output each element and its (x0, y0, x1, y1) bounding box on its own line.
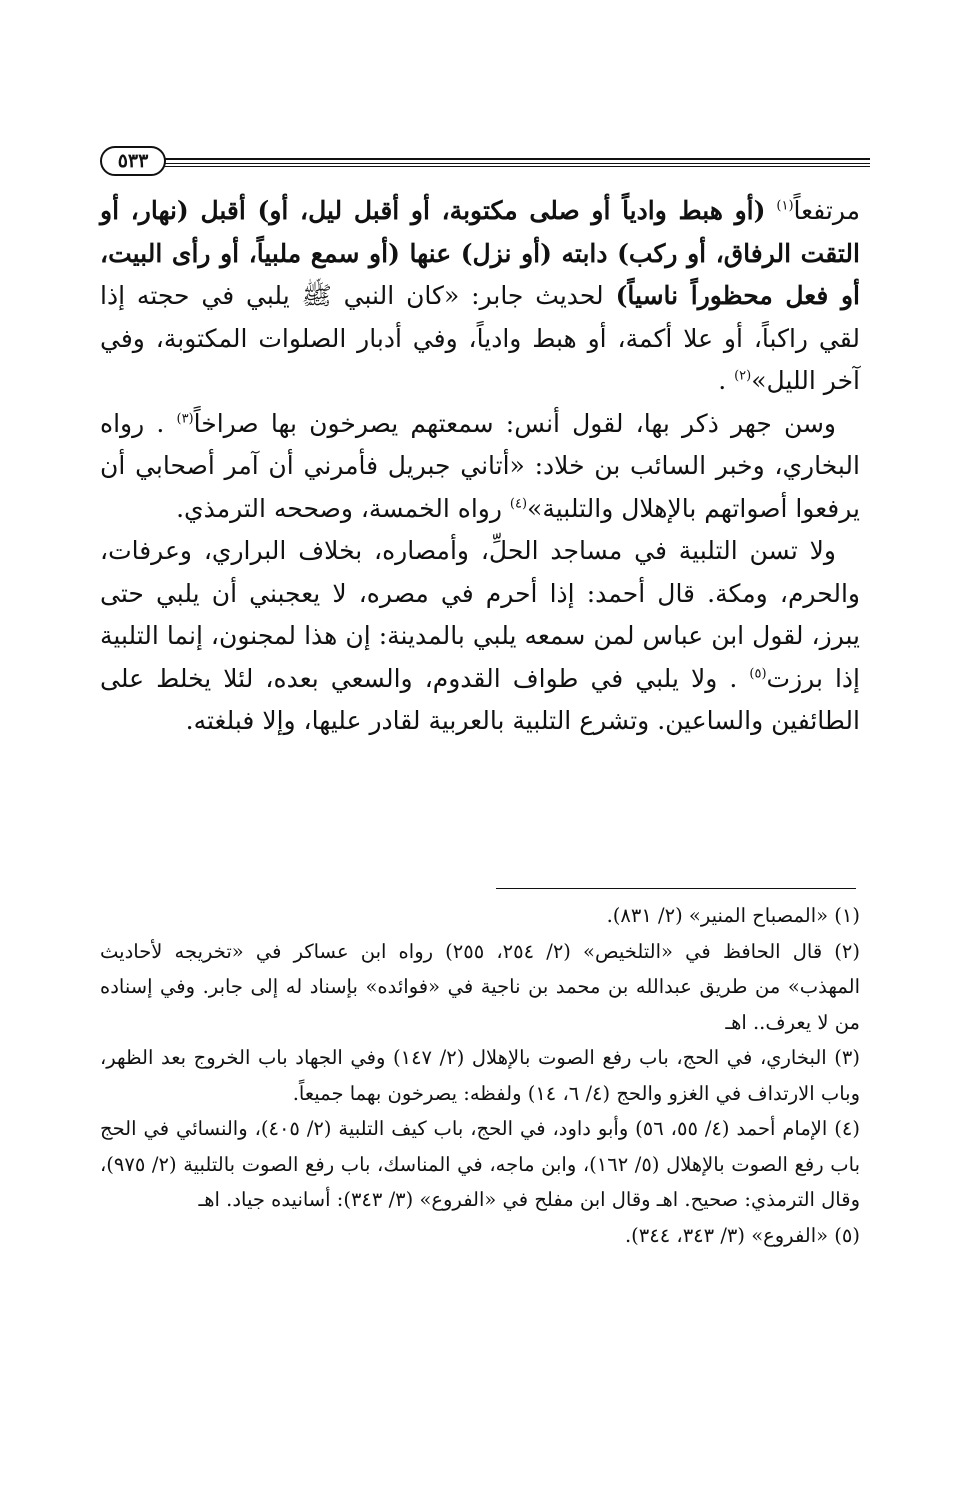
footnote-3: (٣) البخاري، في الحج، باب رفع الصوت بالإهلال (٢/ ١٤٧) وفي الجهاد باب الخروج بعد الظهر، وباب الارتداف في الغزو والحج (٤/ ٦، ١٤) ولفظه: يصرخون بهما جميعاً. (100, 1046, 860, 1105)
p1-text-2 (765, 196, 776, 225)
footnote-5: (٥) «الفروع» (٣/ ٣٤٣، ٣٤٤). (624, 1223, 860, 1247)
header-thin-rule (165, 166, 870, 167)
page-number: ٥٣٣ (100, 146, 166, 176)
p3-text-1: ولا تسن التلبية في مساجد الحلِّ، وأمصاره، بخلاف البراري، وعرفات، والحرم، ومكة. قال أحمد: إذا أحرم في مصره، لا يعجبني أن يلبي حتى يبرز، لقول ابن عباس لمن سمعه يلبي بالمدينة: إن هذا لمجنون، إنما التلبية إذا برزت (100, 536, 860, 693)
footnote-ref-3: (٣) (176, 411, 194, 427)
p1-text-1: مرتفعاً (793, 196, 860, 225)
p2-text-2: . رواه البخاري، وخبر السائب بن خلاد: «أتاني جبريل فأمرني أن آمر أصحابي أن يرفعوا أصواتهم بالإهلال والتلبية» (100, 408, 860, 523)
p3-text-2: . ولا يلبي في طواف القدوم، والسعي بعده، لئلا يخلط على الطائفين والساعين. وتشرع التلبية بالعربية لقادر عليها، وإلا فبلغته. (100, 663, 860, 735)
p1-text-3: لحديث جابر: «كان النبي ﷺ يلبي في حجته إذا لقي راكباً، أو علا أكمة، أو هبط وادياً، وفي أدبار الصلوات المكتوبة، وفي آخر الليل» (100, 281, 860, 395)
footnote-1: (١) «المصباح المنير» (٢/ ٨٣١). (606, 904, 860, 927)
p2-text-3: رواه الخمسة، وصححه الترمذي. (176, 493, 510, 523)
page-header (100, 146, 870, 180)
p1-matn-bold: (أو هبط وادياً أو صلى مكتوبة، أو أقبل ليل، أو) أقبل (نهار، أو التقت الرفاق، أو ركب) دابته (أو نزل) عنها (أو سمع ملبياً، أو رأى البيت، أو فعل محظوراً ناسياً) (100, 196, 860, 310)
header-double-rule (165, 158, 870, 164)
footnote-4: (٤) الإمام أحمد (٤/ ٥٥، ٥٦) وأبو داود، في الحج، باب كيف التلبية (٢/ ٤٠٥)، والنسائي في الحج باب رفع الصوت بالإهلال (٥/ ١٦٢)، وابن ماجه، في المناسك، باب رفع الصوت بالتلبية (٢/ ٩٧٥)، وقال الترمذي: صحيح. اهـ وقال ابن مفلح في «الفروع» (٣/ ٣٤٣): أسانيده جياد. اهـ (100, 1117, 861, 1211)
footnote-ref-4: (٤) (509, 496, 528, 512)
p2-text-1: وسن جهر ذكر بها، لقول أنس: سمعتهم يصرخون بها صراخاً (193, 408, 836, 438)
footnote-separator (496, 888, 856, 889)
footnotes (100, 898, 860, 1253)
footnote-ref-1: (١) (776, 198, 794, 214)
footnote-ref-2: (٢) (734, 368, 752, 384)
p1-text-4: . (718, 366, 735, 395)
main-text (100, 190, 860, 743)
footnote-ref-5: (٥) (749, 666, 767, 682)
paragraph-3 (100, 530, 860, 743)
footnote-2: (٢) قال الحافظ في «التلخيص» (٢/ ٢٥٤، ٢٥٥) رواه ابن عساكر في «تخريجه لأحاديث المهذب» من طريق عبدالله بن محمد بن ناجية في «فوائده» بإسناد له إلى جابر. وفي إسناده من لا يعرف.. اهـ (100, 939, 860, 1034)
paragraph-1 (100, 190, 860, 403)
paragraph-2 (100, 403, 860, 531)
